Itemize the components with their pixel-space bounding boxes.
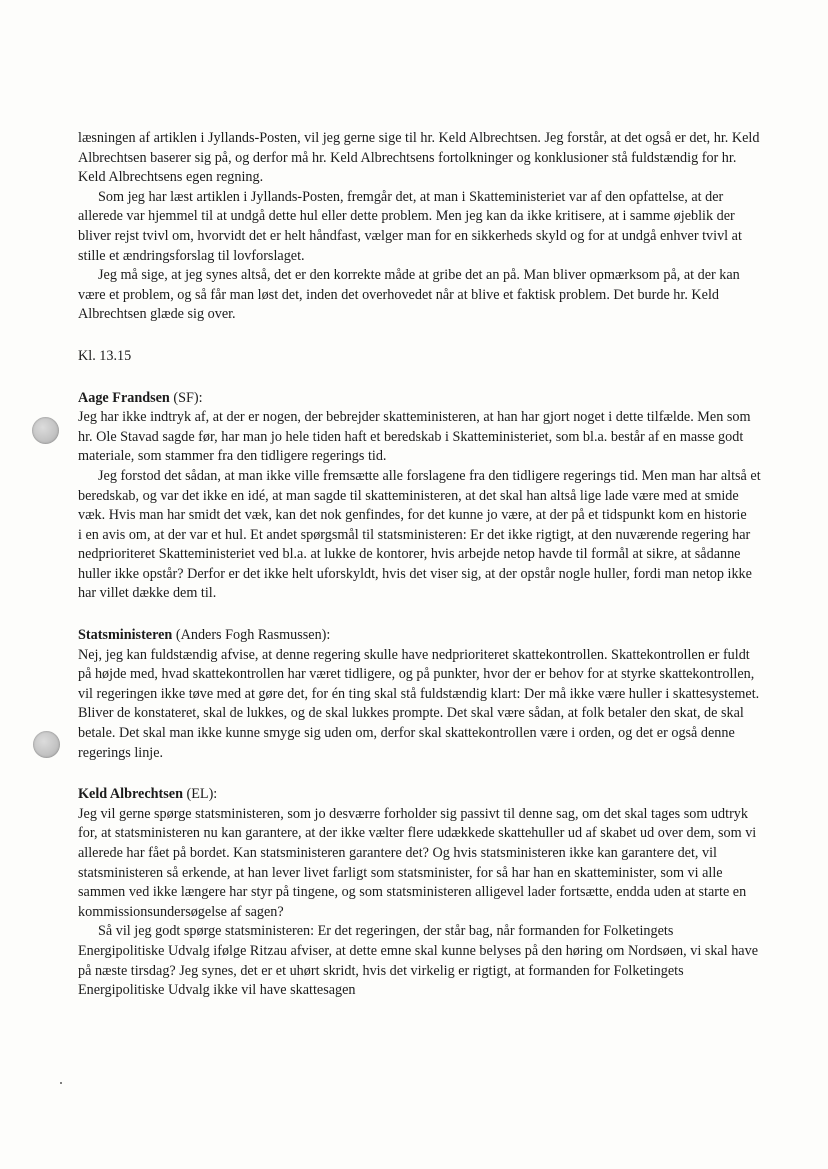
speaker-heading: [78, 785, 762, 805]
speaker-affiliation: (SF):: [169, 389, 203, 406]
paragraph: Jeg må sige, at jeg synes altså, det er den korrekte måde at gribe det an på. Man bliver opmærksom på, at der kan være et problem, og så får man løst det, inden det overhovedet når at blive et faktisk problem. Det burde hr. Keld Albrechtsen glæde sig over.: [78, 267, 740, 323]
speaker-name: Keld Albrechtsen: [78, 786, 183, 803]
speaker-name: Aage Frandsen: [78, 389, 170, 406]
speaker-name: Statsministeren: [78, 627, 173, 644]
paragraph: Som jeg har læst artiklen i Jyllands-Posten, fremgår det, at man i Skatteministeriet var af den opfattelse, at der allerede var hjemmel til at undgå dette hul eller dette problem. Men jeg kan da ikke kritisere, at i samme øjeblik der bliver rejst tvivl om, hvorvidt det er helt håndfast, vælger man for en sikkerheds skyld og for at undgå enhver tvivl at stille et ændringsforslag til lovforslaget.: [78, 188, 742, 264]
speaker-affiliation: (EL):: [182, 786, 218, 803]
speech-paragraph: Nej, jeg kan fuldstændig afvise, at denne regering skulle have nedprioriteret skattekontrollen. Skattekontrollen er fuldt på højde med, hvad skattekontrollen har været tidligere, og på punkter, hvor der er behov for at styrke skattekontrollen, vil regeringen ikke tøve med at gøre det, for én ting skal stå fuldstændig klart: Der må ikke være huller i skattesystemet. Bliver de konstateret, skal de lukkes, og de skal lukkes prompte. Det skal være sådan, at folk betaler den skat, de skal betale. Det skal man ikke kunne smyge sig uden om, derfor skal skattekontrollen være i orden, og det er også denne regerings linje.: [78, 646, 760, 761]
speech-paragraph: i en avis om, at der var et hul. Et andet spørgsmål til statsministeren: Er det ikke rigtigt, at den nuværende regering har nedprioriteret Skatteministeriet ved bl.a. at lukke de kontorer, hvis arbejde netop havde til formål at sikre, at sådanne huller ikke opstår? Derfor er det ikke helt uforskyldt, hvis det viser sig, at der opstår nogle huller, fordi man netop ikke har villet dække dem til.: [78, 526, 752, 602]
punch-hole-lower: [33, 731, 60, 758]
paragraph-continuation: læsningen af artiklen i Jyllands-Posten, vil jeg gerne sige til hr. Keld Albrechtsen. Jeg forstår, at det også er det, hr. Keld Albrechtsen baserer sig på, og derfor må hr. Keld Albrechtsens fortolkninger og konklusioner stå fuldstændig for hr. Keld Albrechtsens egen regning.: [78, 130, 760, 186]
speech-paragraph: Jeg forstod det sådan, at man ikke ville fremsætte alle forslagene fra den tidligere regerings tid. Men man har altså et beredskab, og var det ikke en idé, at man sagde til skatteministeren, at det skal han altså lige lade være med at smide væk. Hvis man har smidt det væk, kan det nok genfindes, for det kunne jo være, at der på et tidspunkt kom en historie: [78, 467, 761, 524]
speaker-affiliation: (Anders Fogh Rasmussen):: [172, 627, 331, 644]
time-stamp: Kl. 13.15: [78, 347, 132, 364]
spacer: [78, 367, 762, 389]
speaker-heading: [78, 389, 762, 409]
speech-paragraph: Så vil jeg godt spørge statsministeren: Er det regeringen, der står bag, når formanden for Folketingets Energipolitiske Udvalg ifølge Ritzau afviser, at dette emne skal kunne belyses på den høring om Nordsøen, vi skal have på næste tirsdag? Jeg synes, det er et uhørt skridt, hvis det virkelig er rigtigt, at formanden for Folketingets Energipolitiske Udvalg ikke vil have skattesagen: [78, 923, 758, 999]
speech-paragraph: Jeg vil gerne spørge statsministeren, som jo desværre forholder sig passivt til denne sag, om det skal tages som udtryk for, at statsministeren nu kan garantere, at der ikke vælter flere udækkede skattehuller ud af skabet ud over dem, som vi allerede har fået på bordet. Kan statsministeren garantere det? Og hvis statsministeren ikke kan garantere det, vil statsministeren så erkende, at han lever livet farligt som statsminister, for så har han en skatteminister, som vi alle sammen ved ikke længere har styr på tingene, og som statsministeren alligevel lader fortsætte, endda uden at starte en kommissionsundersøgelse af sagen?: [78, 805, 757, 920]
spacer: [78, 604, 762, 626]
spacer: [78, 763, 762, 785]
speech-paragraph: Jeg har ikke indtryk af, at der er nogen, der bebrejder skatteministeren, at han har gjort noget i dette tilfælde. Men som hr. Ole Stavad sagde før, har man jo hele tiden haft et beredskab i Skatteministeriet, som bl.a. består af en masse godt materiale, som stammer fra den tidligere regerings tid.: [78, 409, 751, 465]
scan-speck: [60, 1082, 62, 1084]
spacer: [78, 325, 762, 347]
speaker-heading: [78, 626, 762, 646]
transcript-text: [78, 129, 762, 1001]
punch-hole-upper: [32, 417, 59, 444]
